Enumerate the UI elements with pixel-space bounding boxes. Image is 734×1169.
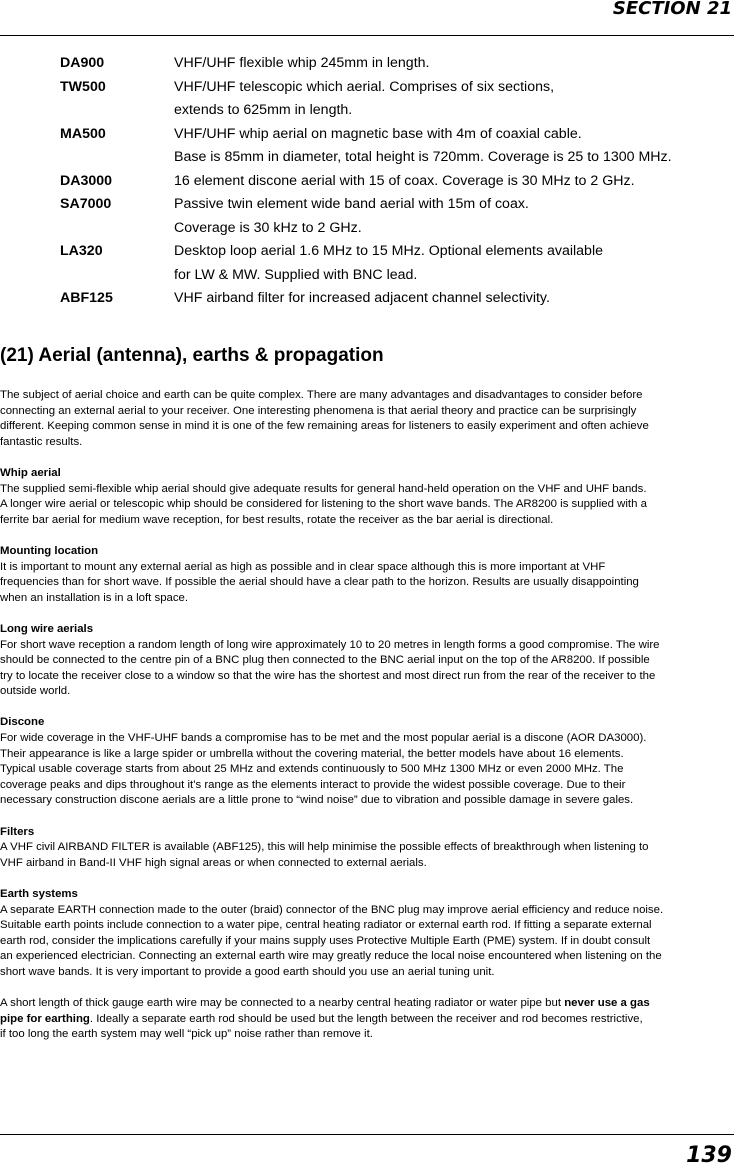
page-number: 139	[686, 1143, 732, 1168]
final-line-2: pipe for earthing. Ideally a separate earth rod should be used but the length between the receiver and rod becomes restrictive,	[0, 1012, 643, 1025]
subsection-line: The supplied semi-flexible whip aerial should give adequate results for general hand-held operation on the VHF and UHF bands.	[0, 482, 647, 495]
subsection	[0, 825, 734, 872]
subsection-line: frequencies than for short wave. If possible the aerial should have a clear path to the horizon. Results are usually disappointing	[0, 576, 639, 589]
subsection-line: VHF airband in Band-II VHF high signal areas or when connected to external aerials.	[0, 856, 427, 869]
accessory-item	[60, 193, 734, 240]
subsection-line: A VHF civil AIRBAND FILTER is available (ABF125), this will help minimise the possible effects of breakthrough when listening to	[0, 841, 649, 854]
intro-line: The subject of aerial choice and earth can be quite complex. There are many advantages and disadvantages to consider before	[0, 389, 643, 401]
accessory-description: Base is 85mm in diameter, total height is 720mm. Coverage is 25 to 1300 MHz.	[174, 149, 672, 165]
subsection-heading: Earth systems	[0, 888, 78, 900]
accessory-model: DA3000	[60, 172, 113, 189]
subsection-line: when an installation is in a loft space.	[0, 591, 189, 604]
subsection-line: Their appearance is like a large spider or umbrella without the covering material, the better models have about 16 elements.	[0, 747, 624, 760]
intro-line: fantastic results.	[0, 435, 83, 448]
final-line-1: A short length of thick gauge earth wire may be connected to a nearby central heating radiator or water pipe but never use a gas	[0, 997, 650, 1010]
subsection-line: A separate EARTH connection made to the outer (braid) connector of the BNC plug may improve aerial efficiency and reduce noise.	[0, 903, 664, 916]
section-title: (21) Aerial (antenna), earths & propagation	[0, 345, 384, 366]
subsection-line: Suitable earth points include connection to a water pipe, central heating radiator or external earth rod. If fitting a separate external	[0, 919, 652, 932]
subsection-heading: Filters	[0, 825, 35, 838]
subsection	[0, 544, 734, 606]
accessory-model: LA320	[60, 243, 103, 259]
accessory-model: DA900	[60, 55, 105, 71]
intro-line: connecting an external aerial to your receiver. One interesting phenomena is that aerial theory and practice can be surprisingly	[0, 404, 637, 417]
accessory-item	[60, 170, 734, 194]
subsection-heading: Discone	[0, 716, 45, 729]
accessory-description: VHF airband filter for increased adjacent channel selectivity.	[174, 290, 550, 306]
subsection-line: coverage peaks and dips throughout it’s range as the elements interact to provide the widest possible coverage. Due to their	[0, 778, 626, 791]
accessory-description: for LW & MW. Supplied with BNC lead.	[174, 266, 418, 283]
accessory-model: SA7000	[60, 196, 112, 212]
accessory-description: VHF/UHF telescopic which aerial. Comprises of six sections,	[174, 78, 555, 95]
subsection	[0, 622, 734, 700]
accessory-model: ABF125	[60, 290, 113, 306]
body-text	[0, 388, 734, 1059]
accessory-item	[60, 76, 734, 123]
accessory-list	[60, 52, 734, 311]
subsection	[0, 887, 734, 981]
subsection-line: earth rod, consider the implications carefully if your mains supply uses Protective Multiple Earth (PME) system. If in doubt consult	[0, 934, 651, 947]
intro-paragraph	[0, 388, 734, 450]
page-header	[0, 0, 734, 36]
subsection	[0, 466, 734, 528]
accessory-description: 16 element discone aerial with 15 of coax. Coverage is 30 MHz to 2 GHz.	[174, 172, 635, 189]
subsection-heading: Mounting location	[0, 544, 99, 557]
accessory-item	[60, 123, 734, 170]
final-paragraph	[0, 996, 734, 1043]
accessory-description: Coverage is 30 kHz to 2 GHz.	[174, 219, 362, 236]
subsection-line: For short wave reception a random length of long wire approximately 10 to 20 metres in length forms a good compromise. The wire	[0, 638, 660, 651]
accessory-model: TW500	[60, 78, 106, 95]
subsection-line: ferrite bar aerial for medium wave reception, for best results, rotate the receiver as the bar aerial is directional.	[0, 513, 554, 526]
accessory-description: Desktop loop aerial 1.6 MHz to 15 MHz. Optional elements available	[174, 243, 603, 259]
subsection-line: It is important to mount any external aerial as high as possible and in clear space although this is more important at VHF	[0, 560, 606, 573]
final-line-3: if too long the earth system may well “pick up” noise rather than remove it.	[0, 1028, 373, 1041]
subsection-line: short wave bands. It is very important to provide a good earth should you use an aerial tuning unit.	[0, 965, 495, 978]
subsection-line: necessary construction discone aerials are a little prone to “wind noise” due to vibration and possible damage in severe gales.	[0, 794, 634, 807]
subsection-line: try to locate the receiver close to a window so that the wire has the shortest and most direct run from the rear of the receiver to the	[0, 669, 656, 682]
accessory-item	[60, 287, 734, 311]
subsection-heading: Whip aerial	[0, 466, 61, 479]
section-label: SECTION 21	[612, 0, 732, 19]
accessory-description: VHF/UHF flexible whip 245mm in length.	[174, 55, 430, 71]
accessory-model: MA500	[60, 125, 106, 142]
subsection-line: an experienced electrician. Connecting an external earth wire may greatly reduce the local noise encountered when listening on the	[0, 950, 662, 963]
footer-rule	[0, 1134, 734, 1135]
accessory-description: Passive twin element wide band aerial with 15m of coax.	[174, 196, 529, 212]
intro-line: different. Keeping common sense in mind it is one of the few remaining areas for listeners to easily experiment and often achieve	[0, 420, 649, 433]
accessory-item	[60, 52, 734, 76]
subsection-line: For wide coverage in the VHF-UHF bands a compromise has to be met and the most popular aerial is a discone (AOR DA3000).	[0, 732, 647, 745]
subsection-line: outside world.	[0, 685, 71, 698]
subsection-line: Typical usable coverage starts from about 25 MHz and extends continuously to 500 MHz 1300 MHz or even 2000 MHz. The	[0, 763, 624, 776]
subsection-line: A longer wire aerial or telescopic whip should be considered for listening to the short wave bands. The AR8200 is supplied with a	[0, 498, 647, 511]
subsection	[0, 715, 734, 809]
accessory-description: VHF/UHF whip aerial on magnetic base with 4m of coaxial cable.	[174, 125, 582, 142]
header-rule	[0, 35, 734, 36]
accessory-item	[60, 240, 734, 287]
subsection-heading: Long wire aerials	[0, 622, 94, 635]
subsection-line: should be connected to the centre pin of a BNC plug then connected to the BNC aerial input on the top of the AR8200. If possible	[0, 654, 650, 667]
accessory-description: extends to 625mm in length.	[174, 102, 353, 118]
